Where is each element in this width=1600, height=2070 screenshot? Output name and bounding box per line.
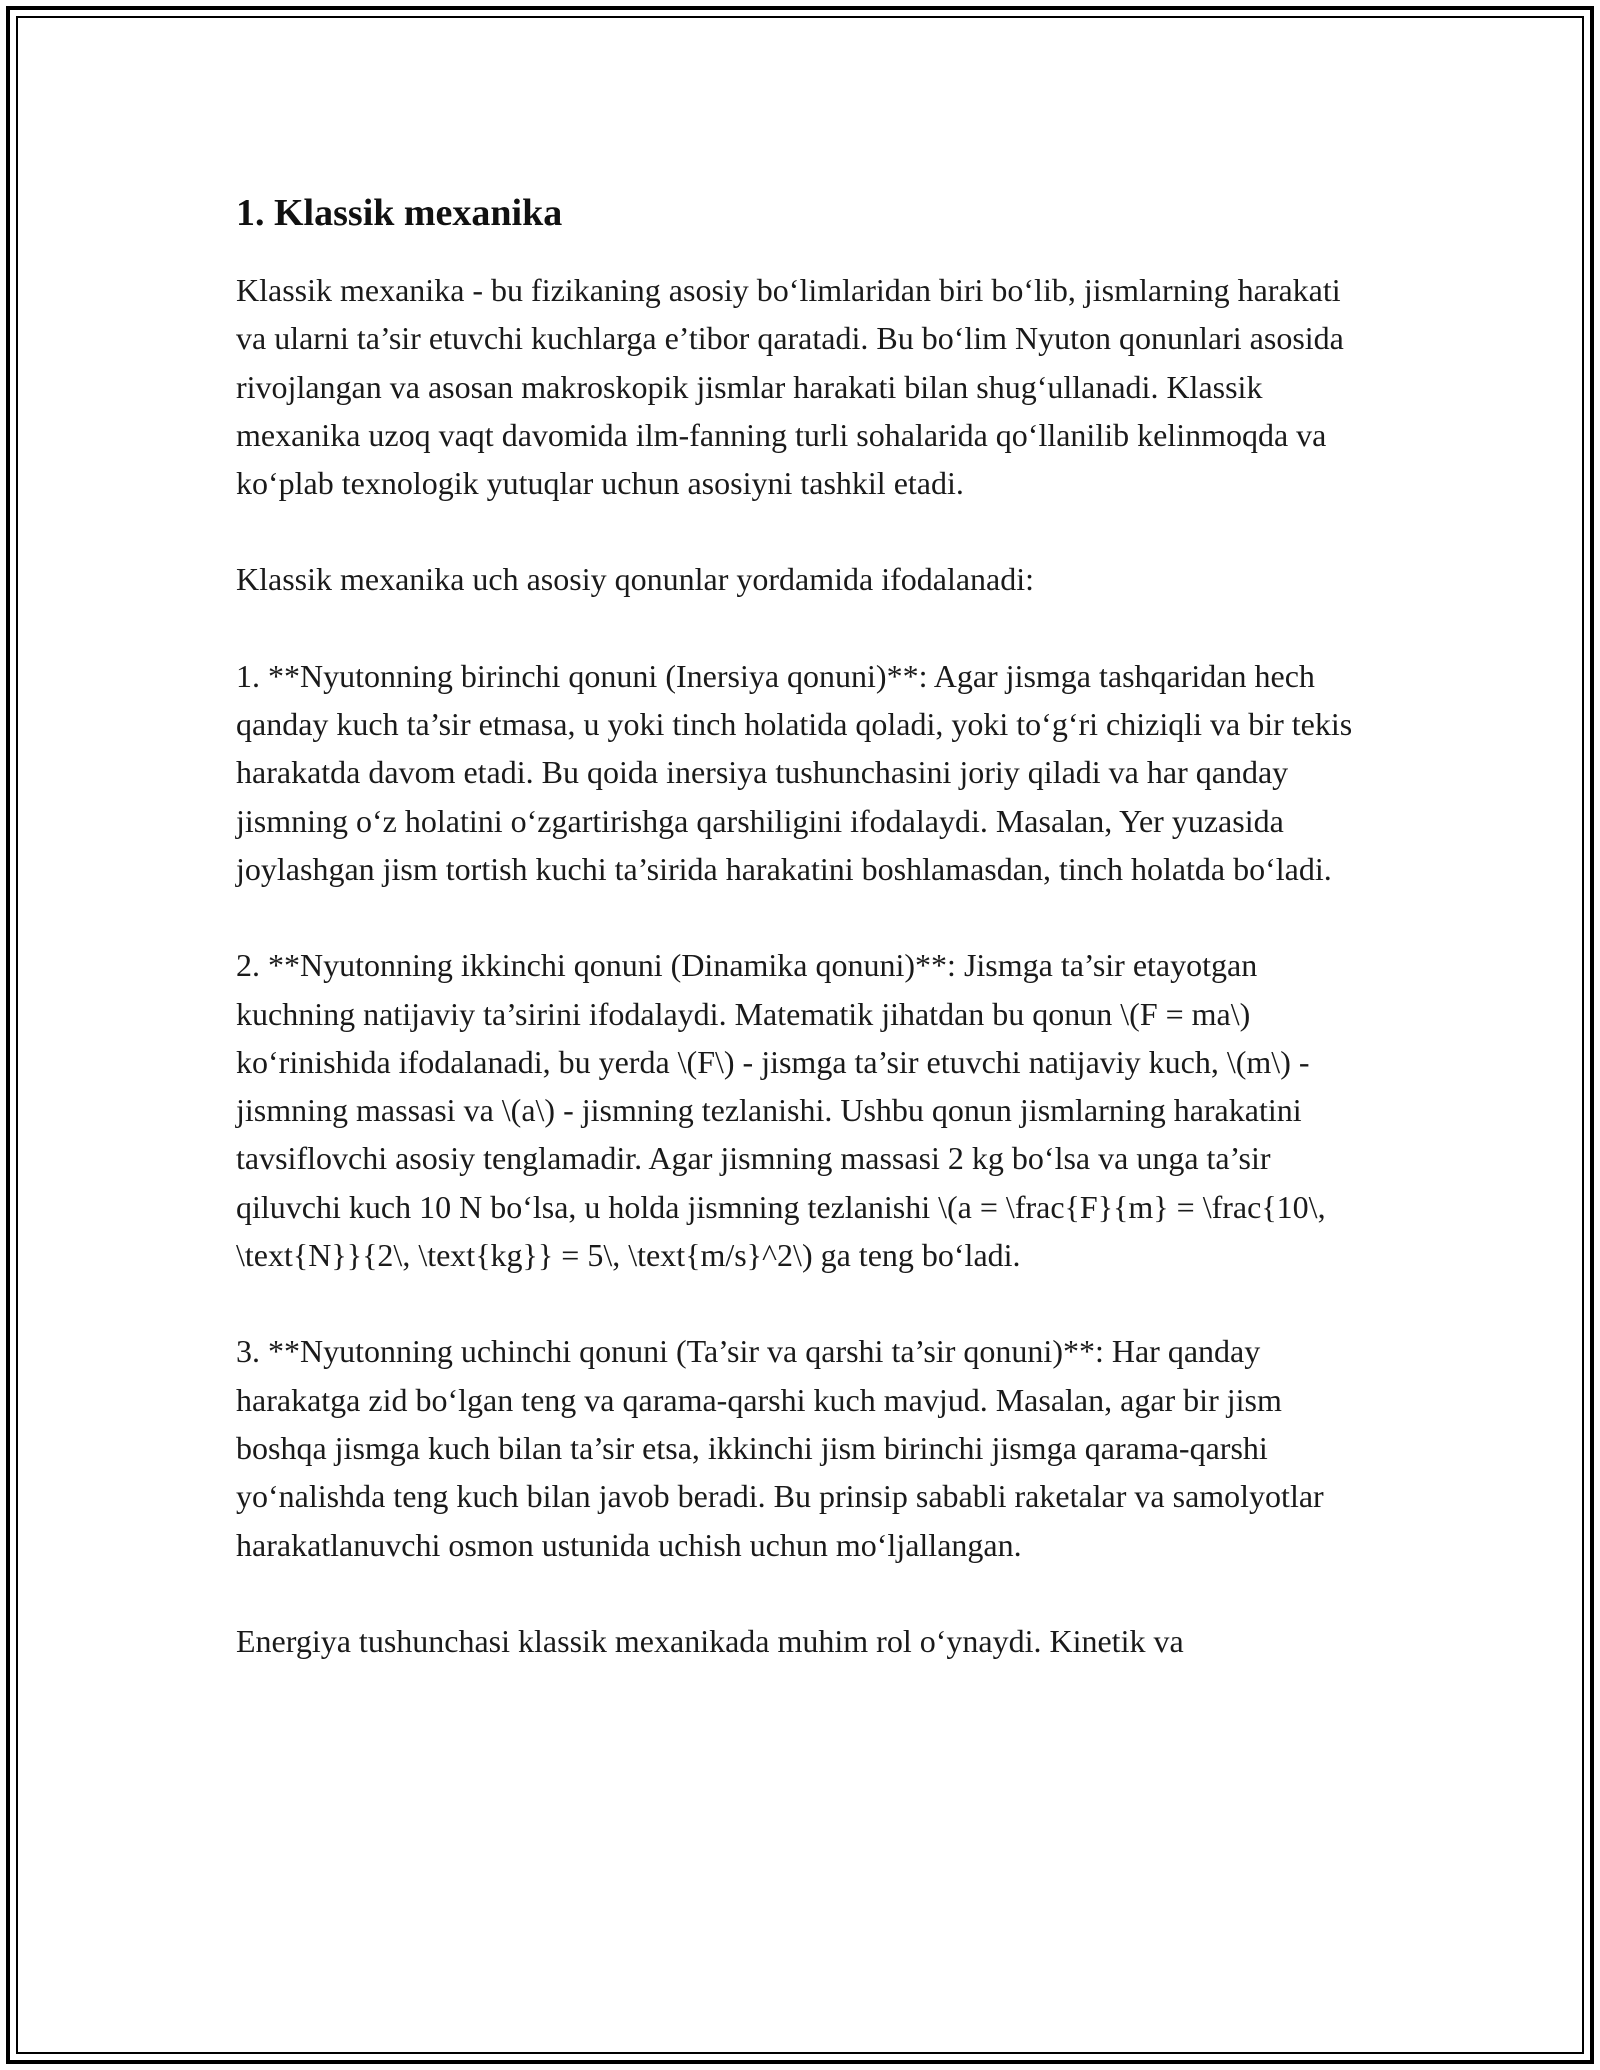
paragraph-laws-intro: Klassik mexanika uch asosiy qonunlar yordamida ifodalanadi:: [236, 561, 1035, 598]
paragraph-first-law: 1. **Nyutonning birinchi qonuni (Inersiya qonuni)**: Agar jismga tashqaridan hech qanday kuch ta’sir etmasa, u yoki tinch holatida qoladi, yoki to‘g‘ri chiziqli va bir tekis harakatda davom etadi. Bu qoida inersiya tushunchasini joriy qiladi va har qanday jismning o‘z holatini o‘zgartirishga qarshiligini ifodalaydi. Masalan, Yer yuzasida joylashgan jism tortish kuchi ta’sirida harakatini boshlamasdan, tinch holatda bo‘ladi.: [236, 657, 1353, 887]
paragraph-third-law: 3. **Nyutonning uchinchi qonuni (Ta’sir va qarshi ta’sir qonuni)**: Har qanday harakatga zid bo‘lgan teng va qarama-qarshi kuch mavjud. Masalan, agar bir jism boshqa jismga kuch bilan ta’sir etsa, ikkinchi jism birinchi jismga qarama-qarshi yo‘nalishda teng kuch bilan javob beradi. Bu prinsip sababli raketalar va samolyotlar harakatlanuvchi osmon ustunida uchish uchun mo‘ljallangan.: [236, 1333, 1324, 1563]
paragraph-energy: Energiya tushunchasi klassik mexanikada muhim rol o‘ynaydi. Kinetik va: [236, 1622, 1184, 1659]
section-heading: 1. Klassik mexanika: [236, 192, 563, 234]
paragraph-intro: Klassik mexanika - bu fizikaning asosiy bo‘limlaridan biri bo‘lib, jismlarning harakati va ularni ta’sir etuvchi kuchlarga e’tibor qaratadi. Bu bo‘lim Nyuton qonunlari asosida rivojlangan va asosan makroskopik jismlar harakati bilan shug‘ullanadi. Klassik mexanika uzoq vaqt davomida ilm-fanning turli sohalarida qo‘llanilib kelinmoqda va ko‘plab texnologik yutuqlar uchun asosiyni tashkil etadi.: [236, 272, 1344, 502]
paragraph-second-law: 2. **Nyutonning ikkinchi qonuni (Dinamika qonuni)**: Jismga ta’sir etayotgan kuchning natijaviy ta’sirini ifodalaydi. Matematik jihatdan bu qonun \(F = ma\) ko‘rinishida ifodalanadi, bu yerda \(F\) - jismga ta’sir etuvchi natijaviy kuch, \(m\) - jismning massasi va \(a\) - jismning tezlanishi. Ushbu qonun jismlarning harakatini tavsiflovchi asosiy tenglamadir. Agar jismning massasi 2 kg bo‘lsa va unga ta’sir qiluvchi kuch 10 N bo‘lsa, u holda jismning tezlanishi \(a = \frac{F}{m} = \frac{10\, \text{N}}{2\, \text{kg}} = 5\, \text{m/s}^2\) ga teng bo‘ladi.: [236, 947, 1326, 1274]
document-body: [236, 186, 1376, 1665]
